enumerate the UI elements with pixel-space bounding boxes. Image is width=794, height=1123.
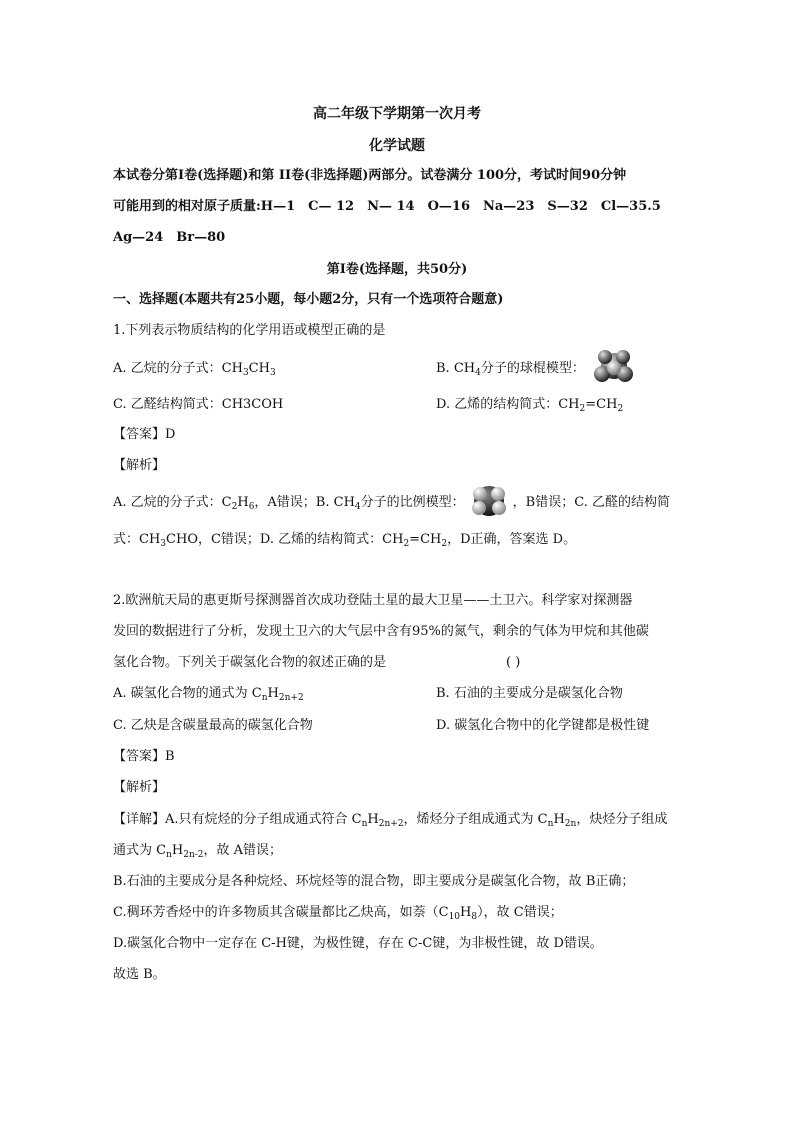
q1-option-b: B. $CH_4$分子的球棍模型： — [436, 361, 585, 378]
atomic-masses-line2: Ag—24 Br—80 — [113, 230, 226, 245]
q2-detail-line1: 【详解】A.只有烷烃的分子组成通式符合 $C_nH_{2n+2}$，烯烃分子组成通式为 $C_nH_{2n}$，炔烃分子组成 — [113, 812, 668, 829]
q2-detail-line2: 通式为 $C_nH_{2n-2}$，故 A错误； — [113, 843, 283, 860]
exam-title: 高二年级下学期第一次月考 — [313, 106, 481, 122]
q2-detail-line4: C.稠环芳香烃中的许多物质其含碳量都比乙炔高，如萘$(C_{10}H_8)$，故 C错误； — [113, 905, 563, 922]
q1-option-a: A. 乙烷的分子式：$CH_3CH_3$ — [113, 361, 276, 378]
q1-analysis-label: 【解析】 — [113, 458, 166, 473]
q2-option-d: D. 碳氢化合物中的化学键都是极性键 — [436, 718, 650, 733]
subject-title: 化学试题 — [369, 138, 425, 154]
q1-explanation-line2: 式：$CH_3CHO$，C错误；D. 乙烯的结构简式：$CH_2=CH_2$，D正确，答案选 D。 — [113, 532, 577, 549]
q2-stem-line3: 氢化合物。下列关于碳氢化合物的叙述正确的是 — [113, 655, 387, 670]
q2-answer: 【答案】B — [113, 749, 175, 764]
q1-option-d: D. 乙烯的结构简式：$CH_2=CH_2$ — [436, 397, 624, 414]
space-filling-model-image — [467, 484, 511, 518]
q2-answer-paren: ( ) — [506, 655, 521, 670]
q2-detail-line5: D.碳氢化合物中一定存在 C-H键，为极性键，存在 C-C键，为非极性键，故 D错误。 — [113, 936, 603, 951]
section-title: 第I卷(选择题，共50分) — [326, 262, 468, 277]
ball-stick-model-image — [592, 347, 636, 385]
section-heading: 一、选择题(本题共有25小题，每小题2分，只有一个选项符合题意) — [113, 292, 504, 307]
q2-option-a: A. 碳氢化合物的通式为 $C_nH_{2n+2}$ — [113, 686, 304, 703]
q2-stem-line2: 发回的数据进行了分析，发现土卫六的大气层中含有95%的氮气，剩余的气体为甲烷和其他碳 — [113, 624, 649, 639]
q1-answer: 【答案】D — [113, 427, 176, 442]
q1-option-c: C. 乙醛结构简式：CH3COH — [113, 397, 284, 412]
q2-option-b: B. 石油的主要成分是碳氢化合物 — [436, 686, 623, 701]
atomic-masses-line1: 可能用到的相对原子质量:H—1 C— 12 N— 14 O—16 Na—23 S—32 Cl—35.5 — [113, 199, 661, 214]
q1-stem: 1.下列表示物质结构的化学用语或模型正确的是 — [113, 323, 386, 338]
exam-intro: 本试卷分第I卷(选择题)和第 II卷(非选择题)两部分。试卷满分 100分，考试时间90分钟 — [113, 168, 627, 183]
q2-analysis-label: 【解析】 — [113, 780, 166, 795]
q2-option-c: C. 乙炔是含碳量最高的碳氢化合物 — [113, 718, 313, 733]
q2-detail-line6: 故选 B。 — [113, 967, 166, 982]
q2-stem-line1: 2.欧洲航天局的惠更斯号探测器首次成功登陆土星的最大卫星——土卫六。科学家对探测器 — [113, 593, 633, 608]
q2-detail-line3: B.石油的主要成分是各种烷烃、环烷烃等的混合物，即主要成分是碳氢化合物，故 B正确； — [113, 874, 635, 889]
q1-explanation-line1: A. 乙烷的分子式：$C_2H_6$，A错误；B. $CH_4$分子的比例模型： ，B错误；C. 乙醛的结构简 — [113, 495, 670, 515]
